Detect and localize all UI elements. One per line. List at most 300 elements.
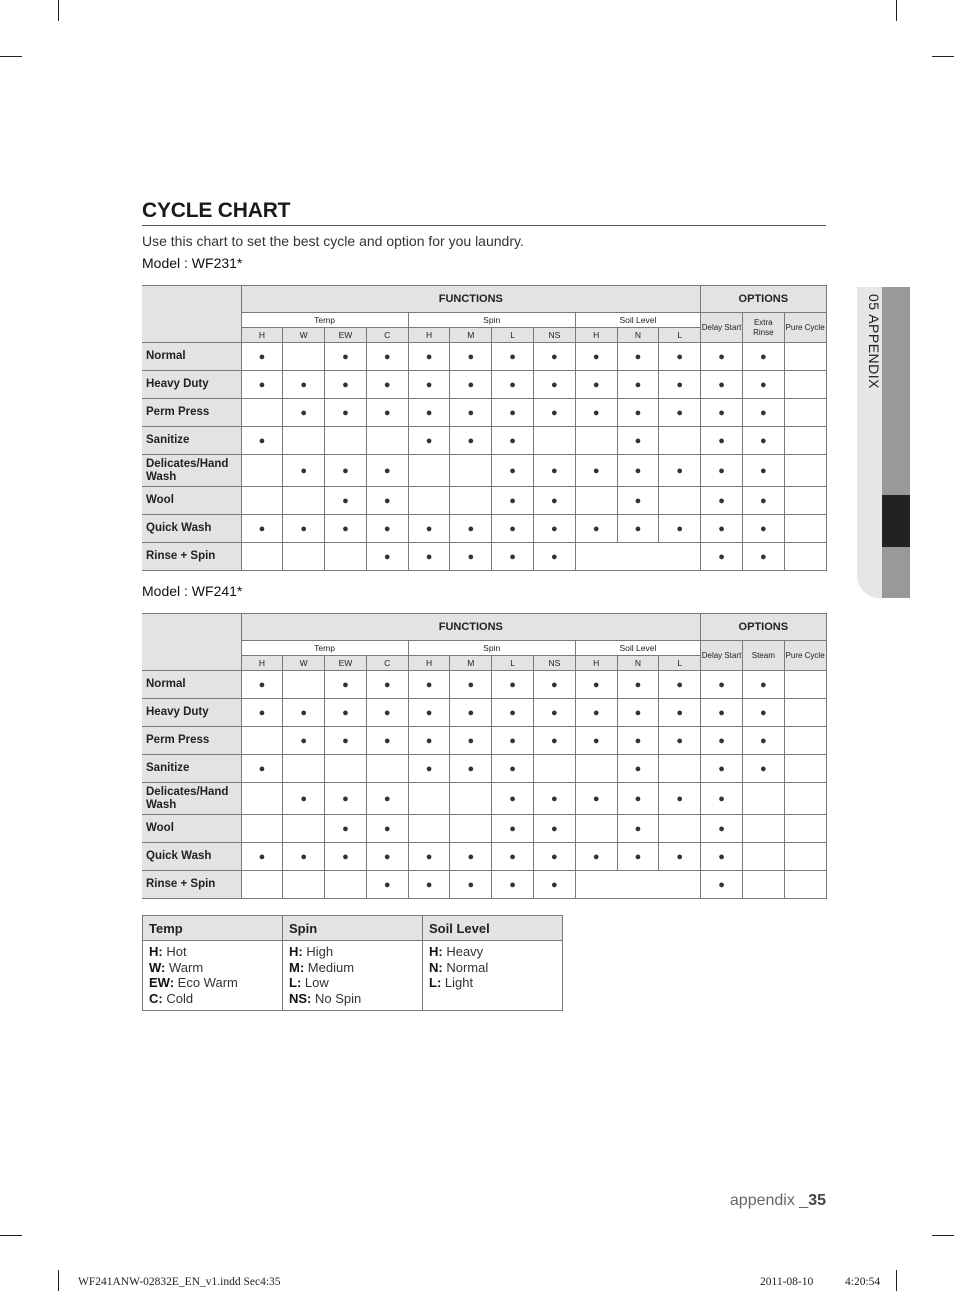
- bullet-mark: ●: [366, 343, 408, 371]
- sub-header: W: [283, 328, 325, 343]
- empty-cell: [283, 543, 325, 571]
- crop-mark: [932, 56, 954, 57]
- slug-date: 2011-08-10: [760, 1276, 814, 1288]
- bullet-mark: ●: [575, 515, 617, 543]
- empty-cell: [408, 815, 450, 843]
- bullet-mark: ●: [533, 515, 575, 543]
- bullet-mark: ●: [325, 815, 367, 843]
- table-row: [142, 371, 826, 399]
- side-tab-marker: [882, 495, 910, 547]
- bullet-mark: ●: [366, 699, 408, 727]
- empty-cell: [241, 543, 283, 571]
- bullet-mark: ●: [575, 343, 617, 371]
- sub-header: NS: [533, 328, 575, 343]
- empty-cell: [784, 671, 826, 699]
- bullet-mark: ●: [617, 455, 659, 487]
- group-header-soil-level: Soil Level: [575, 313, 700, 328]
- bullet-mark: ●: [617, 343, 659, 371]
- bullet-mark: ●: [617, 843, 659, 871]
- legend-header-soil-level: Soil Level: [423, 916, 563, 941]
- bullet-mark: ●: [742, 487, 784, 515]
- crop-mark: [58, 0, 59, 21]
- bullet-mark: ●: [366, 783, 408, 815]
- option-header-steam: Steam: [742, 641, 784, 671]
- cycle-label: Delicates/Hand Wash: [142, 783, 241, 815]
- cycle-chart-table-wf241: [142, 613, 827, 899]
- bullet-mark: ●: [701, 427, 743, 455]
- empty-cell: [784, 727, 826, 755]
- bullet-mark: ●: [659, 399, 701, 427]
- bullet-mark: ●: [408, 843, 450, 871]
- bullet-mark: ●: [533, 727, 575, 755]
- empty-cell: [450, 487, 492, 515]
- functions-header: FUNCTIONS: [241, 614, 701, 641]
- group-header-temp: Temp: [241, 641, 408, 656]
- bullet-mark: ●: [533, 343, 575, 371]
- bullet-mark: ●: [408, 699, 450, 727]
- bullet-mark: ●: [492, 699, 534, 727]
- bullet-mark: ●: [492, 783, 534, 815]
- bullet-mark: ●: [325, 843, 367, 871]
- bullet-mark: ●: [575, 399, 617, 427]
- legend-value: Warm: [165, 959, 204, 975]
- sub-header: L: [492, 656, 534, 671]
- bullet-mark: ●: [325, 699, 367, 727]
- bullet-mark: ●: [533, 699, 575, 727]
- empty-cell: [325, 755, 367, 783]
- legend-value: Normal: [442, 959, 489, 975]
- empty-cell: [283, 871, 325, 899]
- table-row: [142, 515, 826, 543]
- empty-cell: [241, 727, 283, 755]
- bullet-mark: ●: [325, 487, 367, 515]
- bullet-mark: ●: [617, 515, 659, 543]
- group-header-temp: Temp: [241, 313, 408, 328]
- bullet-mark: ●: [492, 343, 534, 371]
- table-row: [142, 671, 826, 699]
- option-header-pure-cycle: Pure Cycle: [784, 313, 826, 343]
- table-row: [142, 487, 826, 515]
- bullet-mark: ●: [701, 783, 743, 815]
- empty-cell: [325, 543, 367, 571]
- sub-header: N: [617, 328, 659, 343]
- bullet-mark: ●: [492, 543, 534, 571]
- sub-header: H: [408, 656, 450, 671]
- bullet-mark: ●: [701, 815, 743, 843]
- empty-cell: [784, 455, 826, 487]
- bullet-mark: ●: [659, 843, 701, 871]
- bullet-mark: ●: [575, 783, 617, 815]
- empty-cell: [283, 755, 325, 783]
- empty-cell: [784, 515, 826, 543]
- bullet-mark: ●: [408, 727, 450, 755]
- sub-header: H: [575, 328, 617, 343]
- side-tab-label: 05 APPENDIX: [866, 294, 882, 389]
- bullet-mark: ●: [241, 755, 283, 783]
- legend-item: [429, 944, 556, 960]
- table-row: [142, 843, 826, 871]
- sub-header: EW: [325, 656, 367, 671]
- empty-cell: [283, 343, 325, 371]
- bullet-mark: ●: [450, 343, 492, 371]
- bullet-mark: ●: [450, 699, 492, 727]
- legend-header-temp: Temp: [143, 916, 283, 941]
- bullet-mark: ●: [742, 543, 784, 571]
- cycle-label: Heavy Duty: [142, 699, 241, 727]
- bullet-mark: ●: [617, 815, 659, 843]
- empty-cell: [533, 427, 575, 455]
- cycle-label: Delicates/Hand Wash: [142, 455, 241, 487]
- empty-cell: [241, 783, 283, 815]
- table-row: [142, 427, 826, 455]
- bullet-mark: ●: [325, 671, 367, 699]
- bullet-mark: ●: [492, 755, 534, 783]
- bullet-mark: ●: [408, 371, 450, 399]
- empty-cell: [659, 755, 701, 783]
- empty-cell: [784, 755, 826, 783]
- legend-key: L:: [289, 975, 302, 990]
- crop-mark: [0, 56, 22, 57]
- cycle-label: Quick Wash: [142, 843, 241, 871]
- bullet-mark: ●: [450, 371, 492, 399]
- empty-cell: [784, 871, 826, 899]
- legend-key: C:: [149, 990, 163, 1006]
- legend-value: Light: [441, 975, 474, 990]
- bullet-mark: ●: [366, 371, 408, 399]
- option-header-delay-start: Delay Start: [701, 313, 743, 343]
- legend-key: NS:: [289, 990, 312, 1006]
- sub-header: L: [659, 656, 701, 671]
- cycle-label: Quick Wash: [142, 515, 241, 543]
- bullet-mark: ●: [241, 371, 283, 399]
- bullet-mark: ●: [325, 343, 367, 371]
- crop-mark: [0, 1235, 22, 1236]
- bullet-mark: ●: [241, 343, 283, 371]
- empty-cell: [742, 815, 784, 843]
- bullet-mark: ●: [533, 543, 575, 571]
- legend-table: [142, 915, 563, 1011]
- legend-value: Medium: [304, 959, 355, 975]
- option-header-extra-rinse: Extra Rinse: [742, 313, 784, 343]
- empty-cell: [575, 755, 617, 783]
- sub-header: H: [408, 328, 450, 343]
- bullet-mark: ●: [533, 843, 575, 871]
- bullet-mark: ●: [575, 455, 617, 487]
- bullet-mark: ●: [701, 343, 743, 371]
- side-tab-strip: [882, 287, 910, 598]
- bullet-mark: ●: [742, 455, 784, 487]
- empty-cell: [241, 487, 283, 515]
- empty-cell: [742, 843, 784, 871]
- crop-mark: [896, 0, 897, 21]
- bullet-mark: ●: [742, 371, 784, 399]
- empty-cell: [784, 815, 826, 843]
- bullet-mark: ●: [366, 543, 408, 571]
- bullet-mark: ●: [659, 783, 701, 815]
- sub-header: W: [283, 656, 325, 671]
- bullet-mark: ●: [366, 671, 408, 699]
- table-row: [142, 455, 826, 487]
- bullet-mark: ●: [617, 427, 659, 455]
- legend-item: [289, 944, 416, 960]
- bullet-mark: ●: [659, 671, 701, 699]
- bullet-mark: ●: [575, 371, 617, 399]
- bullet-mark: ●: [492, 871, 534, 899]
- bullet-mark: ●: [617, 671, 659, 699]
- table-row: [142, 399, 826, 427]
- crop-mark: [58, 1270, 59, 1291]
- bullet-mark: ●: [533, 487, 575, 515]
- bullet-mark: ●: [492, 727, 534, 755]
- empty-cell: [659, 427, 701, 455]
- bullet-mark: ●: [325, 399, 367, 427]
- bullet-mark: ●: [701, 755, 743, 783]
- empty-cell: [575, 487, 617, 515]
- bullet-mark: ●: [492, 427, 534, 455]
- bullet-mark: ●: [241, 427, 283, 455]
- empty-cell: [283, 815, 325, 843]
- cycle-label: Wool: [142, 487, 241, 515]
- legend-key: L:: [429, 975, 442, 990]
- table-row: [142, 755, 826, 783]
- functions-header: FUNCTIONS: [241, 286, 701, 313]
- bullet-mark: ●: [492, 371, 534, 399]
- bullet-mark: ●: [241, 843, 283, 871]
- bullet-mark: ●: [742, 515, 784, 543]
- bullet-mark: ●: [366, 843, 408, 871]
- bullet-mark: ●: [742, 427, 784, 455]
- slug-filename: WF241ANW-02832E_EN_v1.indd Sec4:35: [78, 1276, 281, 1288]
- bullet-mark: ●: [450, 727, 492, 755]
- sub-header: H: [241, 656, 283, 671]
- legend-key: EW:: [149, 975, 175, 990]
- bullet-mark: ●: [408, 427, 450, 455]
- legend-column: [143, 941, 283, 1011]
- bullet-mark: ●: [701, 487, 743, 515]
- cycle-label: Normal: [142, 343, 241, 371]
- cycle-label: Perm Press: [142, 399, 241, 427]
- empty-cell: [241, 399, 283, 427]
- empty-cell: [408, 487, 450, 515]
- page-footer: [730, 1192, 826, 1210]
- bullet-mark: ●: [742, 727, 784, 755]
- bullet-mark: ●: [659, 515, 701, 543]
- bullet-mark: ●: [366, 455, 408, 487]
- legend-value: Eco Warm: [174, 975, 238, 990]
- crop-mark: [932, 1235, 954, 1236]
- bullet-mark: ●: [366, 727, 408, 755]
- legend-item: [289, 960, 416, 976]
- bullet-mark: ●: [575, 699, 617, 727]
- bullet-mark: ●: [325, 783, 367, 815]
- bullet-mark: ●: [408, 343, 450, 371]
- bullet-mark: ●: [366, 487, 408, 515]
- empty-cell: [659, 815, 701, 843]
- empty-cell: [784, 427, 826, 455]
- empty-cell: [241, 815, 283, 843]
- table-row: [142, 727, 826, 755]
- bullet-mark: ●: [408, 399, 450, 427]
- bullet-mark: ●: [325, 455, 367, 487]
- legend-value: Low: [301, 975, 329, 990]
- legend-item: [149, 944, 276, 960]
- cycle-label: Perm Press: [142, 727, 241, 755]
- sub-header: C: [366, 328, 408, 343]
- table-row: [142, 343, 826, 371]
- bullet-mark: ●: [408, 755, 450, 783]
- bullet-mark: ●: [617, 699, 659, 727]
- bullet-mark: ●: [283, 843, 325, 871]
- empty-cell: [742, 871, 784, 899]
- cycle-label: Normal: [142, 671, 241, 699]
- table-row: [142, 871, 826, 899]
- legend-item: [149, 991, 276, 1007]
- bullet-mark: ●: [701, 399, 743, 427]
- empty-cell: [408, 783, 450, 815]
- bullet-mark: ●: [701, 515, 743, 543]
- bullet-mark: ●: [701, 371, 743, 399]
- empty-cell: [283, 427, 325, 455]
- bullet-mark: ●: [533, 399, 575, 427]
- bullet-mark: ●: [742, 671, 784, 699]
- cycle-label: Rinse + Spin: [142, 871, 241, 899]
- bullet-mark: ●: [241, 515, 283, 543]
- empty-cell: [450, 455, 492, 487]
- bullet-mark: ●: [533, 455, 575, 487]
- bullet-mark: ●: [742, 399, 784, 427]
- empty-cell: [450, 783, 492, 815]
- bullet-mark: ●: [450, 671, 492, 699]
- bullet-mark: ●: [617, 371, 659, 399]
- cycle-label: Rinse + Spin: [142, 543, 241, 571]
- bullet-mark: ●: [283, 515, 325, 543]
- sub-header: H: [241, 328, 283, 343]
- bullet-mark: ●: [492, 815, 534, 843]
- empty-cell: [784, 783, 826, 815]
- table-row: [142, 783, 826, 815]
- bullet-mark: ●: [659, 455, 701, 487]
- empty-cell: [325, 871, 367, 899]
- bullet-mark: ●: [617, 727, 659, 755]
- empty-cell: [283, 671, 325, 699]
- legend-key: H:: [149, 944, 163, 959]
- bullet-mark: ●: [617, 755, 659, 783]
- bullet-mark: ●: [575, 727, 617, 755]
- bullet-mark: ●: [366, 515, 408, 543]
- cycle-label: Sanitize: [142, 755, 241, 783]
- legend-item: [289, 991, 416, 1007]
- legend-item: [289, 975, 416, 991]
- empty-cell: [533, 755, 575, 783]
- empty-cell: [366, 755, 408, 783]
- legend-key: W:: [149, 959, 166, 975]
- bullet-mark: ●: [450, 871, 492, 899]
- legend-value: Hot: [162, 944, 187, 959]
- bullet-mark: ●: [533, 783, 575, 815]
- option-header-delay-start: Delay Start: [701, 641, 743, 671]
- bullet-mark: ●: [492, 399, 534, 427]
- bullet-mark: ●: [492, 671, 534, 699]
- empty-cell: [575, 427, 617, 455]
- bullet-mark: ●: [701, 543, 743, 571]
- bullet-mark: ●: [617, 783, 659, 815]
- bullet-mark: ●: [241, 671, 283, 699]
- sub-header: H: [575, 656, 617, 671]
- empty-cell: [325, 427, 367, 455]
- empty-cell: [659, 487, 701, 515]
- model-label-wf231: Model : WF231*: [142, 255, 243, 271]
- cycle-label: Wool: [142, 815, 241, 843]
- bullet-mark: ●: [742, 343, 784, 371]
- sub-header: N: [617, 656, 659, 671]
- bullet-mark: ●: [533, 871, 575, 899]
- bullet-mark: ●: [450, 427, 492, 455]
- empty-cell: [408, 455, 450, 487]
- empty-merged-cell: [575, 543, 700, 571]
- bullet-mark: ●: [492, 515, 534, 543]
- bullet-mark: ●: [617, 399, 659, 427]
- slug-time: 4:20:54: [845, 1276, 881, 1288]
- model-label-wf241: Model : WF241*: [142, 583, 243, 599]
- empty-cell: [241, 871, 283, 899]
- bullet-mark: ●: [366, 871, 408, 899]
- legend-value: Heavy: [442, 944, 484, 959]
- bullet-mark: ●: [659, 343, 701, 371]
- bullet-mark: ●: [325, 727, 367, 755]
- bullet-mark: ●: [450, 515, 492, 543]
- bullet-mark: ●: [450, 399, 492, 427]
- sub-header: EW: [325, 328, 367, 343]
- empty-cell: [784, 699, 826, 727]
- sub-header: NS: [533, 656, 575, 671]
- bullet-mark: ●: [701, 455, 743, 487]
- bullet-mark: ●: [742, 755, 784, 783]
- bullet-mark: ●: [533, 371, 575, 399]
- empty-cell: [784, 543, 826, 571]
- empty-cell: [742, 783, 784, 815]
- bullet-mark: ●: [408, 671, 450, 699]
- legend-key: N:: [429, 959, 443, 975]
- bullet-mark: ●: [659, 371, 701, 399]
- bullet-mark: ●: [408, 543, 450, 571]
- legend-item: [429, 975, 556, 991]
- bullet-mark: ●: [701, 871, 743, 899]
- group-header-spin: Spin: [408, 641, 575, 656]
- cycle-label: Sanitize: [142, 427, 241, 455]
- empty-cell: [784, 343, 826, 371]
- bullet-mark: ●: [617, 487, 659, 515]
- legend-key: H:: [429, 944, 443, 959]
- legend-value: No Spin: [311, 990, 362, 1006]
- table-row: [142, 543, 826, 571]
- bullet-mark: ●: [283, 699, 325, 727]
- bullet-mark: ●: [408, 515, 450, 543]
- bullet-mark: ●: [450, 843, 492, 871]
- bullet-mark: ●: [283, 783, 325, 815]
- bullet-mark: ●: [283, 455, 325, 487]
- sub-header: M: [450, 328, 492, 343]
- legend-key: H:: [289, 944, 303, 959]
- sub-header: L: [659, 328, 701, 343]
- bullet-mark: ●: [492, 455, 534, 487]
- crop-mark: [896, 1270, 897, 1291]
- table-corner: [142, 286, 241, 343]
- legend-header-spin: Spin: [283, 916, 423, 941]
- bullet-mark: ●: [492, 487, 534, 515]
- bullet-mark: ●: [533, 815, 575, 843]
- bullet-mark: ●: [450, 543, 492, 571]
- bullet-mark: ●: [533, 671, 575, 699]
